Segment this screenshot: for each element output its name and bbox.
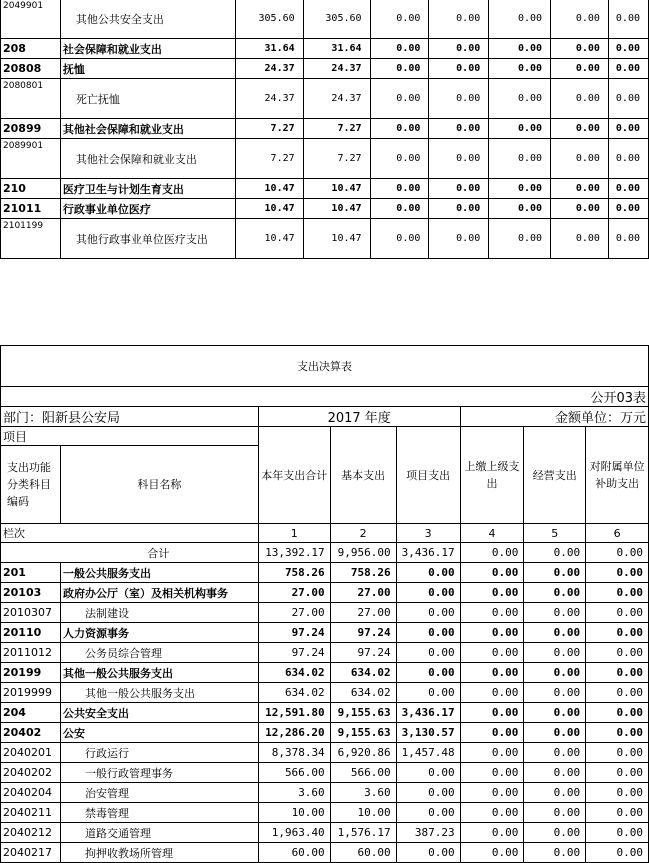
amount-cell: 60.00: [258, 843, 330, 863]
subject-code: 2040217: [1, 843, 61, 863]
amount-cell: 0.00: [586, 623, 649, 643]
amount-cell: 0.00: [608, 179, 648, 199]
amount-cell: 0.00: [429, 79, 489, 119]
amount-cell: 0.00: [524, 703, 586, 723]
amount-cell: 0.00: [551, 199, 609, 219]
subject-name: 公共安全支出: [60, 703, 258, 723]
subject-name: 一般行政管理事务: [60, 763, 258, 783]
amount-cell: 10.47: [303, 199, 370, 219]
report-year: 2017 年度: [258, 407, 460, 427]
subject-name: 其他社会保障和就业支出: [60, 139, 235, 179]
amount-cell: 0.00: [524, 823, 586, 843]
amount-cell: 24.37: [235, 79, 303, 119]
subject-code: 21011: [1, 199, 61, 219]
subject-name: 法制建设: [60, 603, 258, 623]
form-number: 公开03表: [460, 387, 648, 407]
amount-cell: 0.00: [551, 179, 609, 199]
subject-name: 其他行政事业单位医疗支出: [60, 219, 235, 259]
amount-cell: 0.00: [551, 119, 609, 139]
amount-cell: 0.00: [396, 603, 460, 623]
amount-cell: 3.60: [330, 783, 396, 803]
amount-cell: 0.00: [429, 219, 489, 259]
subject-code: 2010307: [1, 603, 61, 623]
amount-cell: 12,286.20: [258, 723, 330, 743]
amount-cell: 0.00: [524, 643, 586, 663]
amount-cell: 305.60: [235, 0, 303, 39]
amount-cell: 24.37: [303, 59, 370, 79]
amount-cell: 0.00: [396, 663, 460, 683]
amount-cell: 0.00: [460, 583, 524, 603]
amount-cell: 0.00: [608, 0, 648, 39]
amount-cell: 0.00: [524, 763, 586, 783]
col-header-name: 科目名称: [60, 446, 258, 524]
subject-code: 20808: [1, 59, 61, 79]
amount-cell: 566.00: [330, 763, 396, 783]
subject-code: 2040211: [1, 803, 61, 823]
amount-cell: 7.27: [235, 139, 303, 179]
amount-cell: 0.00: [489, 139, 551, 179]
amount-cell: 0.00: [460, 703, 524, 723]
amount-cell: 0.00: [396, 843, 460, 863]
amount-cell: 0.00: [524, 783, 586, 803]
subject-name: 医疗卫生与计划生育支出: [60, 179, 235, 199]
subject-code: 20103: [1, 583, 61, 603]
amount-cell: 305.60: [303, 0, 370, 39]
col-header-business: 经营支出: [524, 427, 586, 524]
amount-cell: 0.00: [586, 563, 649, 583]
amount-cell: 0.00: [429, 119, 489, 139]
subject-code: 20402: [1, 723, 61, 743]
subject-name: 政府办公厅（室）及相关机构事务: [60, 583, 258, 603]
subject-code: 2049901: [1, 0, 61, 39]
subject-name: 拘押收教场所管理: [60, 843, 258, 863]
subject-name: 道路交通管理: [60, 823, 258, 843]
amount-cell: 0.00: [460, 563, 524, 583]
amount-cell: 0.00: [489, 39, 551, 59]
amount-cell: 0.00: [524, 603, 586, 623]
column-index: 3: [396, 524, 460, 543]
amount-cell: 0.00: [586, 663, 649, 683]
amount-cell: 0.00: [460, 723, 524, 743]
amount-cell: 0.00: [586, 643, 649, 663]
amount-cell: 97.24: [330, 643, 396, 663]
amount-cell: 31.64: [303, 39, 370, 59]
amount-cell: 0.00: [396, 623, 460, 643]
amount-cell: 566.00: [258, 763, 330, 783]
table-row: [1, 179, 649, 199]
expense-final-account-table: [0, 345, 649, 863]
subject-code: 2040202: [1, 763, 61, 783]
amount-cell: 97.24: [258, 623, 330, 643]
table-row: [1, 623, 649, 643]
amount-cell: 0.00: [429, 139, 489, 179]
amount-cell: 0.00: [608, 139, 648, 179]
table-row: [1, 59, 649, 79]
amount-cell: 0.00: [489, 219, 551, 259]
amount-cell: 3.60: [258, 783, 330, 803]
amount-cell: 0.00: [608, 199, 648, 219]
table-row: [1, 823, 649, 843]
amount-cell: 0.00: [396, 763, 460, 783]
amount-cell: 0.00: [460, 843, 524, 863]
subject-code: 2040201: [1, 743, 61, 763]
subject-code: 210: [1, 179, 61, 199]
amount-cell: 0.00: [524, 623, 586, 643]
amount-cell: 0.00: [429, 0, 489, 39]
amount-cell: 0.00: [551, 139, 609, 179]
col-header-project: 项目支出: [396, 427, 460, 524]
amount-cell: 0.00: [429, 199, 489, 219]
subject-name: 抚恤: [60, 59, 235, 79]
amount-cell: 0.00: [460, 783, 524, 803]
amount-cell: 0.00: [489, 59, 551, 79]
amount-cell: 0.00: [429, 179, 489, 199]
amount-cell: 8,378.34: [258, 743, 330, 763]
amount-cell: 7.27: [303, 119, 370, 139]
subject-code: 201: [1, 563, 61, 583]
subject-name: 其他社会保障和就业支出: [60, 119, 235, 139]
amount-cell: 27.00: [330, 603, 396, 623]
col-header-code: 支出功能分类科目编码: [1, 446, 61, 524]
column-index-label: 栏次: [1, 524, 259, 543]
amount-cell: 758.26: [330, 563, 396, 583]
table-row: [1, 663, 649, 683]
total-value: 13,392.17: [258, 543, 330, 563]
amount-cell: 97.24: [258, 643, 330, 663]
amount-cell: 0.00: [608, 119, 648, 139]
amount-cell: 10.47: [235, 179, 303, 199]
amount-cell: 634.02: [258, 663, 330, 683]
amount-cell: 10.47: [235, 199, 303, 219]
total-value: 0.00: [460, 543, 524, 563]
amount-cell: 10.47: [235, 219, 303, 259]
col-header-basic: 基本支出: [330, 427, 396, 524]
column-index: 1: [258, 524, 330, 543]
table-row: [1, 743, 649, 763]
subject-code: 2011012: [1, 643, 61, 663]
table-row: [1, 683, 649, 703]
amount-cell: 7.27: [235, 119, 303, 139]
amount-cell: 0.00: [586, 723, 649, 743]
amount-cell: 0.00: [460, 763, 524, 783]
amount-cell: 0.00: [524, 683, 586, 703]
amount-cell: 0.00: [370, 179, 429, 199]
amount-cell: 634.02: [330, 663, 396, 683]
table-row: [1, 219, 649, 259]
amount-cell: 0.00: [586, 763, 649, 783]
total-value: 0.00: [586, 543, 649, 563]
col-header-subsidy: 对附属单位补助支出: [586, 427, 649, 524]
amount-cell: 0.00: [489, 179, 551, 199]
amount-cell: 1,457.48: [396, 743, 460, 763]
amount-cell: 0.00: [396, 783, 460, 803]
column-index: 5: [524, 524, 586, 543]
amount-cell: 758.26: [258, 563, 330, 583]
column-index: 4: [460, 524, 524, 543]
amount-cell: 0.00: [586, 683, 649, 703]
amount-cell: 0.00: [524, 803, 586, 823]
amount-cell: 0.00: [370, 0, 429, 39]
report-title: 支出决算表: [1, 346, 649, 387]
amount-cell: 24.37: [303, 79, 370, 119]
amount-cell: 0.00: [608, 59, 648, 79]
col-header-remit: 上缴上级支出: [460, 427, 524, 524]
subject-code: 204: [1, 703, 61, 723]
amount-cell: 0.00: [551, 0, 609, 39]
amount-cell: 0.00: [608, 39, 648, 59]
column-index: 2: [330, 524, 396, 543]
subject-name: 治安管理: [60, 783, 258, 803]
amount-cell: 10.47: [303, 179, 370, 199]
subject-name: 社会保障和就业支出: [60, 39, 235, 59]
subject-code: 20110: [1, 623, 61, 643]
amount-cell: 31.64: [235, 39, 303, 59]
amount-cell: 0.00: [586, 843, 649, 863]
amount-cell: 0.00: [489, 0, 551, 39]
subject-name: 行政事业单位医疗: [60, 199, 235, 219]
amount-cell: 0.00: [460, 803, 524, 823]
amount-cell: 27.00: [330, 583, 396, 603]
amount-cell: 10.00: [330, 803, 396, 823]
subject-code: 2019999: [1, 683, 61, 703]
amount-cell: 0.00: [608, 219, 648, 259]
subject-name: 行政运行: [60, 743, 258, 763]
amount-cell: 0.00: [586, 703, 649, 723]
amount-cell: 3,436.17: [396, 703, 460, 723]
amount-cell: 0.00: [586, 583, 649, 603]
subject-name: 一般公共服务支出: [60, 563, 258, 583]
col-header-total: 本年支出合计: [258, 427, 330, 524]
amount-cell: 9,155.63: [330, 703, 396, 723]
amount-cell: 9,155.63: [330, 723, 396, 743]
amount-cell: 634.02: [330, 683, 396, 703]
amount-cell: 0.00: [460, 643, 524, 663]
subject-code: 208: [1, 39, 61, 59]
amount-cell: 0.00: [370, 219, 429, 259]
subject-name: 其他公共安全支出: [60, 0, 235, 39]
total-value: 0.00: [524, 543, 586, 563]
amount-cell: 0.00: [586, 823, 649, 843]
continued-table-body: [1, 0, 649, 259]
amount-cell: 0.00: [460, 683, 524, 703]
item-header: 项目: [1, 427, 259, 446]
table-row: [1, 843, 649, 863]
table-row: [1, 39, 649, 59]
amount-cell: 0.00: [524, 563, 586, 583]
amount-cell: 0.00: [586, 803, 649, 823]
table-row: [1, 783, 649, 803]
subject-name: 人力资源事务: [60, 623, 258, 643]
amount-cell: 24.37: [235, 59, 303, 79]
table-row: [1, 79, 649, 119]
amount-cell: 0.00: [551, 79, 609, 119]
amount-cell: 6,920.86: [330, 743, 396, 763]
amount-cell: 0.00: [370, 59, 429, 79]
amount-cell: 0.00: [524, 583, 586, 603]
amount-cell: 0.00: [370, 79, 429, 119]
amount-cell: 0.00: [489, 199, 551, 219]
amount-cell: 0.00: [489, 119, 551, 139]
subject-code: 2089901: [1, 139, 61, 179]
column-index: 6: [586, 524, 649, 543]
table-row: [1, 199, 649, 219]
subject-name: 禁毒管理: [60, 803, 258, 823]
amount-cell: 0.00: [551, 39, 609, 59]
amount-cell: 27.00: [258, 603, 330, 623]
amount-cell: 0.00: [524, 723, 586, 743]
table-row: [1, 643, 649, 663]
department-label: 部门：阳新县公安局: [1, 407, 259, 427]
table-row: [1, 0, 649, 39]
amount-cell: 0.00: [586, 783, 649, 803]
table-row: [1, 703, 649, 723]
subject-name: 死亡抚恤: [60, 79, 235, 119]
amount-cell: 0.00: [524, 743, 586, 763]
amount-cell: 0.00: [429, 39, 489, 59]
total-label: 合计: [1, 543, 259, 563]
subject-name: 其他一般公共服务支出: [60, 663, 258, 683]
amount-cell: 0.00: [608, 79, 648, 119]
amount-cell: 60.00: [330, 843, 396, 863]
table-row: [1, 803, 649, 823]
amount-cell: 0.00: [460, 623, 524, 643]
amount-cell: 0.00: [429, 59, 489, 79]
amount-cell: 27.00: [258, 583, 330, 603]
amount-cell: 0.00: [370, 119, 429, 139]
amount-cell: 0.00: [396, 643, 460, 663]
table-row: [1, 763, 649, 783]
amount-cell: 0.00: [524, 663, 586, 683]
subject-code: 2040204: [1, 783, 61, 803]
amount-cell: 0.00: [460, 823, 524, 843]
amount-cell: 0.00: [524, 843, 586, 863]
subject-code: 20899: [1, 119, 61, 139]
subject-code: 2101199: [1, 219, 61, 259]
table-row: [1, 723, 649, 743]
total-value: 3,436.17: [396, 543, 460, 563]
expense-table-body: [1, 346, 649, 863]
amount-cell: 3,130.57: [396, 723, 460, 743]
amount-cell: 12,591.80: [258, 703, 330, 723]
amount-cell: 0.00: [396, 803, 460, 823]
amount-cell: 0.00: [489, 79, 551, 119]
amount-cell: 1,576.17: [330, 823, 396, 843]
amount-cell: 0.00: [460, 663, 524, 683]
amount-cell: 0.00: [586, 603, 649, 623]
subject-code: 2080801: [1, 79, 61, 119]
table-row: [1, 119, 649, 139]
amount-cell: 97.24: [330, 623, 396, 643]
amount-cell: 634.02: [258, 683, 330, 703]
table-row: [1, 583, 649, 603]
amount-cell: 387.23: [396, 823, 460, 843]
amount-cell: 10.00: [258, 803, 330, 823]
amount-cell: 0.00: [551, 219, 609, 259]
subject-code: 2040212: [1, 823, 61, 843]
amount-cell: 0.00: [460, 603, 524, 623]
subject-name: 公务员综合管理: [60, 643, 258, 663]
table-row: [1, 563, 649, 583]
subject-code: 20199: [1, 663, 61, 683]
amount-cell: 0.00: [370, 199, 429, 219]
amount-cell: 1,963.40: [258, 823, 330, 843]
amount-cell: 10.47: [303, 219, 370, 259]
amount-cell: 0.00: [370, 139, 429, 179]
amount-unit: 金额单位：万元: [460, 407, 648, 427]
subject-name: 公安: [60, 723, 258, 743]
amount-cell: 0.00: [396, 583, 460, 603]
table-row: [1, 603, 649, 623]
total-value: 9,956.00: [330, 543, 396, 563]
amount-cell: 0.00: [551, 59, 609, 79]
amount-cell: 0.00: [396, 683, 460, 703]
amount-cell: 0.00: [586, 743, 649, 763]
table-row: [1, 139, 649, 179]
continued-expense-table: [0, 0, 649, 259]
subject-name: 其他一般公共服务支出: [60, 683, 258, 703]
amount-cell: 0.00: [460, 743, 524, 763]
amount-cell: 7.27: [303, 139, 370, 179]
amount-cell: 0.00: [370, 39, 429, 59]
amount-cell: 0.00: [396, 563, 460, 583]
